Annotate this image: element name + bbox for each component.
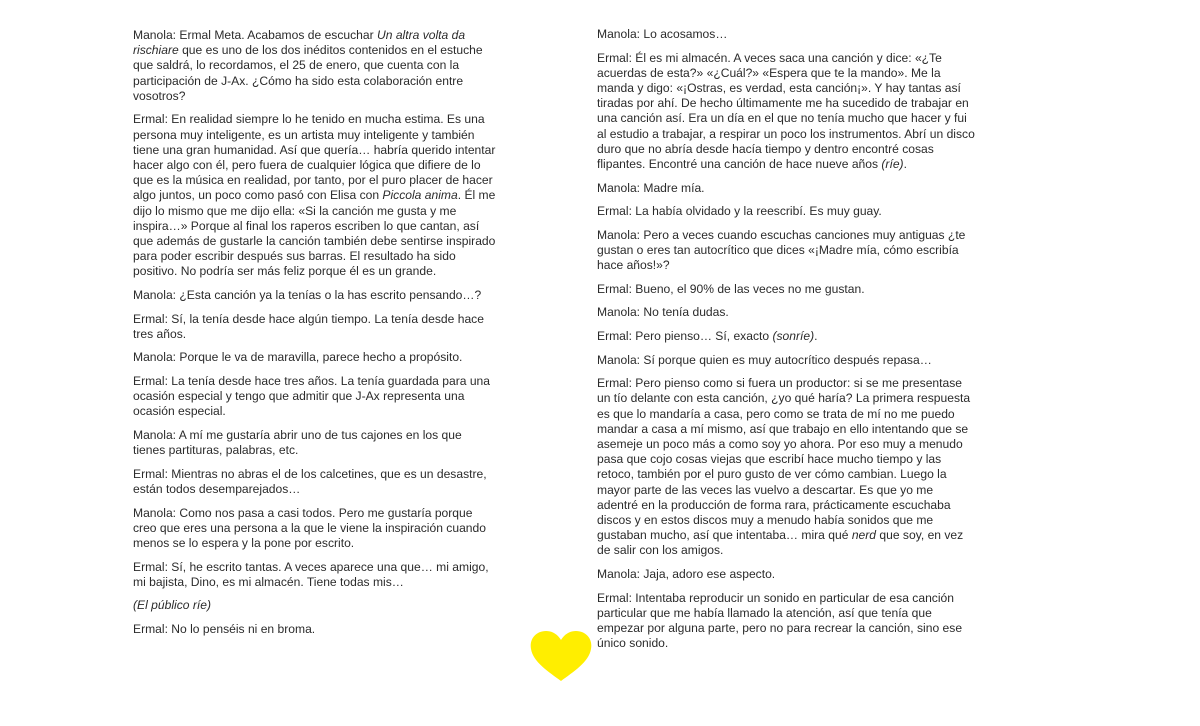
paragraph-text: Ermal: Bueno, el 90% de las veces no me gustan. bbox=[597, 281, 865, 296]
paragraph-text: Manola: Jaja, adoro ese aspecto. bbox=[597, 567, 776, 581]
transcript-paragraph bbox=[133, 350, 497, 365]
transcript-paragraph bbox=[133, 374, 497, 420]
paragraph-text: Ermal: Sí, he escrito tantas. A veces aparece una que… mi amigo, mi bajista, Dino, es mi almacén. Tiene todas mis… bbox=[133, 559, 489, 589]
transcript-paragraph bbox=[597, 305, 975, 320]
paragraph-text: Ermal: Intentaba reproducir un sonido en particular de esa canción particular que me había llamado la atención, así que tenía que empezar por alguna parte, pero no para recrear la canción, sino ese único sonido. bbox=[597, 590, 963, 651]
transcript-paragraph bbox=[133, 598, 497, 613]
paragraph-text: Ermal: No lo penséis ni en broma. bbox=[133, 622, 316, 636]
transcript-paragraph bbox=[597, 51, 975, 173]
paragraph-text: Ermal: La había olvidado y la reescribí. Es muy guay. bbox=[597, 204, 882, 219]
transcript-paragraph bbox=[597, 567, 975, 582]
paragraph-text: Manola: Sí porque quien es muy autocrítico después repasa… bbox=[597, 352, 932, 367]
paragraph-text: Ermal: Pero pienso como si fuera un productor: si se me presentase un tío delante con esta canción, ¿yo qué haría? La primera respuesta es que lo mandaría a casa, pero como se trata de mí no me puedo mandar a casa a mí mismo, así que trabajo en ello intentando que se asemeje un poco más a como soy yo ahora. Por eso muy a menudo pasa que cojo cosas viejas que escribí hace mucho tiempo y las retoco, también por el puro gusto de ver cómo cambian. Luego la mayor parte de las veces las vuelvo a descartar. Es que yo me adentré en la producción de forma rara, prácticamente escuchaba discos y en estos discos muy a menudo había sonidos que me gustaban mucho, así que intentaba… mira qué bbox=[597, 376, 971, 543]
heart-icon-svg bbox=[529, 630, 593, 682]
transcript-paragraph bbox=[133, 428, 497, 458]
transcript-paragraph bbox=[597, 27, 975, 42]
paragraph-text: que es uno de los dos inéditos contenidos en el estuche que saldrá, lo recordamos, el 25 de enero, que cuenta con la participación de J-Ax. ¿Cómo ha sido esta colaboración entre vosotros? bbox=[133, 43, 483, 103]
italic-text: Un altra volta da rischiare bbox=[133, 28, 466, 58]
transcript-paragraph bbox=[133, 467, 497, 497]
italic-text: (ríe) bbox=[881, 157, 904, 172]
paragraph-text: Ermal: En realidad siempre lo he tenido en mucha estima. Es una persona muy inteligente, es un artista muy inteligente y también tiene una gran humanidad. Así que quería… habría querido intentar hacer algo con él, pero fuera de cualquier lógica que difiere de lo que es la música en realidad, por tanto, por el puro placer de hacer algo juntos, un poco como pasó con Elisa con bbox=[133, 112, 496, 203]
paragraph-text: que soy, en vez de salir con los amigos. bbox=[597, 528, 964, 558]
paragraph-text: Manola: Lo acosamos… bbox=[597, 27, 728, 41]
transcript-paragraph bbox=[597, 353, 975, 368]
transcript-paragraph bbox=[133, 312, 497, 342]
paragraph-text: Ermal: Él es mi almacén. A veces saca una canción y dice: «¿Te acuerdas de esta?» «¿Cuál?» «Espera que te la mando». Me la manda y digo: «¡Ostras, es verdad, esta canción¡». Y hay tantas así tiradas por ahí. De hecho últimamente me ha sucedido de trabajar en una canción así. Era un día en el que no tenía mucho que hacer y fui al estudio a trabajar, a respirar un poco los instrumentos. Abrí un disco duro que no abría desde hacía tiempo y dentro encontré cosas flipantes. Encontré una canción de hace nueve años bbox=[597, 50, 975, 172]
transcript-paragraph bbox=[597, 329, 975, 344]
italic-text: nerd bbox=[851, 528, 877, 543]
paragraph-text: Ermal: Mientras no abras el de los calcetines, que es un desastre, están todos desemparejados… bbox=[133, 466, 487, 497]
heart-icon-shape bbox=[531, 631, 592, 681]
transcript-paragraph bbox=[133, 288, 497, 303]
transcript-paragraph bbox=[597, 181, 975, 196]
paragraph-text: Ermal: La tenía desde hace tres años. La tenía guardada para una ocasión especial y tengo que admitir que J-Ax representa una ocasión especial. bbox=[133, 374, 491, 419]
italic-text: Piccola anima bbox=[382, 188, 458, 203]
paragraph-text: Manola: A mí me gustaría abrir uno de tus cajones en los que tienes partituras, palabras, etc. bbox=[133, 428, 462, 458]
transcript-column-left bbox=[133, 28, 497, 646]
heart-icon bbox=[529, 630, 593, 682]
transcript-column-right bbox=[597, 27, 975, 660]
paragraph-text: Manola: Porque le va de maravilla, parece hecho a propósito. bbox=[133, 350, 463, 365]
italic-text: (sonríe) bbox=[772, 328, 815, 343]
transcript-paragraph bbox=[133, 622, 497, 637]
transcript-paragraph bbox=[597, 591, 975, 652]
paragraph-text: Manola: Pero a veces cuando escuchas canciones muy antiguas ¿te gustan o eres tan autocrítico que dices «¡Madre mía, cómo escribía hace años!»? bbox=[597, 227, 966, 273]
transcript-paragraph bbox=[597, 204, 975, 219]
paragraph-text: Manola: Madre mía. bbox=[597, 180, 705, 195]
paragraph-text: . bbox=[814, 328, 818, 343]
italic-text: (El público ríe) bbox=[133, 598, 211, 613]
paragraph-text: . bbox=[903, 157, 907, 172]
paragraph-text: Manola: ¿Esta canción ya la tenías o la has escrito pensando…? bbox=[133, 288, 482, 303]
transcript-paragraph bbox=[597, 376, 975, 558]
transcript-paragraph bbox=[133, 506, 497, 552]
transcript-paragraph bbox=[133, 112, 497, 279]
paragraph-text: Manola: No tenía dudas. bbox=[597, 305, 729, 320]
transcript-paragraph bbox=[133, 560, 497, 590]
paragraph-text: Manola: Como nos pasa a casi todos. Pero me gustaría porque creo que eres una persona a la que le viene la inspiración cuando menos se lo espera y la pone por escrito. bbox=[133, 505, 486, 551]
paragraph-text: Manola: Ermal Meta. Acabamos de escuchar bbox=[133, 28, 378, 42]
transcript-paragraph bbox=[597, 282, 975, 297]
paragraph-text: Ermal: Sí, la tenía desde hace algún tiempo. La tenía desde hace tres años. bbox=[133, 311, 484, 341]
transcript-paragraph bbox=[597, 228, 975, 274]
transcript-paragraph bbox=[133, 28, 497, 104]
paragraph-text: . Él me dijo lo mismo que me dijo ella: «Si la canción me gusta y me inspira…» Porque al final los raperos escriben lo que cantan, así que además de gustarle la canción también debe sentirse inspirado para poder escribir después sus barras. El resultado ha sido positivo. No podría ser más feliz porque él es un grande. bbox=[133, 188, 496, 279]
paragraph-text: Ermal: Pero pienso… Sí, exacto bbox=[597, 328, 773, 343]
